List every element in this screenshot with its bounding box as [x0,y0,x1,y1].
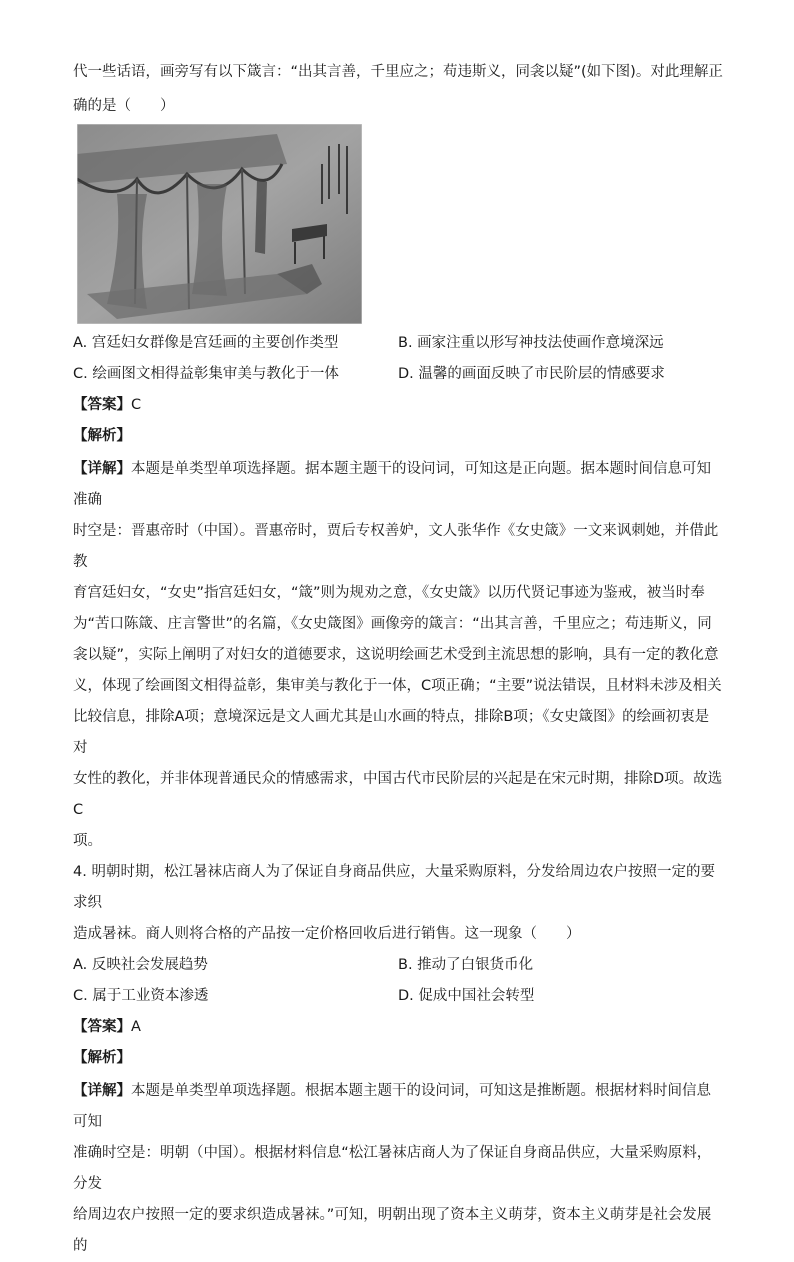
detail-line: 给周边农户按照一定的要求织造成暑袜。”可知，明朝出现了资本主义萌芽，资本主义萌芽是社会发展的 [73,1207,712,1254]
answer-value: A [131,1019,141,1035]
detail-line: 义，体现了绘画图文相得益彰，集审美与教化于一体，C项正确；“主要”说法错误，且材料未涉及相关 [73,678,722,694]
q3-option-c[interactable]: C. 绘画图文相得益彰集审美与教化于一体 [73,366,339,382]
q3-answer [73,390,723,421]
detail-line: 【详解】本题是单类型单项选择题。据本题主题干的设问词，可知这是正向题。据本题时间信息可知准确 [73,461,711,508]
q3-option-b[interactable]: B. 画家注重以形写神技法使画作意境深远 [398,335,664,351]
detail-line: 【详解】本题是单类型单项选择题。根据本题主题干的设问词，可知这是推断题。根据材料时间信息可知 [73,1083,711,1130]
q4-analysis-tag: 【解析】 [73,1050,131,1066]
detail-line: 时空是：晋惠帝时（中国）。晋惠帝时，贾后专权善妒，文人张华作《女史箴》一文来讽刺她，并借此教 [73,523,719,570]
q3-analysis-tag: 【解析】 [73,428,131,444]
q3-option-a[interactable]: A. 宫廷妇女群像是宫廷画的主要创作类型 [73,335,339,351]
q4-option-a[interactable]: A. 反映社会发展趋势 [73,957,208,973]
answer-tag: 【答案】 [73,397,131,413]
q4-answer [73,1012,723,1043]
painting-icon [77,124,362,324]
detail-line: 女性的教化，并非体现普通民众的情感需求，中国古代市民阶层的兴起是在宋元时期，排除D项。故选C [73,771,723,818]
question-page [73,58,723,1262]
q4-detail [73,1076,723,1262]
answer-tag: 【答案】 [73,1019,131,1035]
detail-line: 项。 [73,833,102,849]
q3-options [73,328,723,390]
detail-line: 衾以疑”，实际上阐明了对妇女的道德要求，这说明绘画艺术受到主流思想的影响，具有一定的教化意 [73,647,719,663]
painting-illustration [77,124,362,324]
q4-stem-line-2: 造成暑袜。商人则将合格的产品按一定价格回收后进行销售。这一现象（ ） [73,926,581,942]
q4-option-b[interactable]: B. 推动了白银货币化 [398,957,534,973]
detail-line: 为“苦口陈箴、庄言警世”的名篇，《女史箴图》画像旁的箴言：“出其言善，千里应之；苟违斯义，同 [73,616,712,632]
q3-stem-line-2: 确的是（ ） [73,98,175,114]
q4-options [73,950,723,1012]
q3-stem-line-1: 代一些话语，画旁写有以下箴言：“出其言善，千里应之；苟违斯义，同衾以疑”(如下图)。对此理解正 [73,64,723,80]
answer-value: C [131,397,142,413]
q4-stem-line-1: 4. 明朝时期，松江暑袜店商人为了保证自身商品供应，大量采购原料，分发给周边农户按照一定的要求织 [73,864,715,911]
detail-line: 准确时空是：明朝（中国）。根据材料信息“松江暑袜店商人为了保证自身商品供应，大量采购原料，分发 [73,1145,712,1192]
q3-option-d[interactable]: D. 温馨的画面反映了市民阶层的情感要求 [398,366,665,382]
q4-option-c[interactable]: C. 属于工业资本渗透 [73,988,209,1004]
detail-line: 育宫廷妇女，“女史”指宫廷妇女，“箴”则为规劝之意，《女史箴》以历代贤记事迹为鉴戒，被当时奉 [73,585,705,601]
q4-option-d[interactable]: D. 促成中国社会转型 [398,988,535,1004]
q3-detail [73,454,723,857]
detail-line: 比较信息，排除A项；意境深远是文人画尤其是山水画的特点，排除B项；《女史箴图》的绘画初衷是对 [73,709,710,756]
